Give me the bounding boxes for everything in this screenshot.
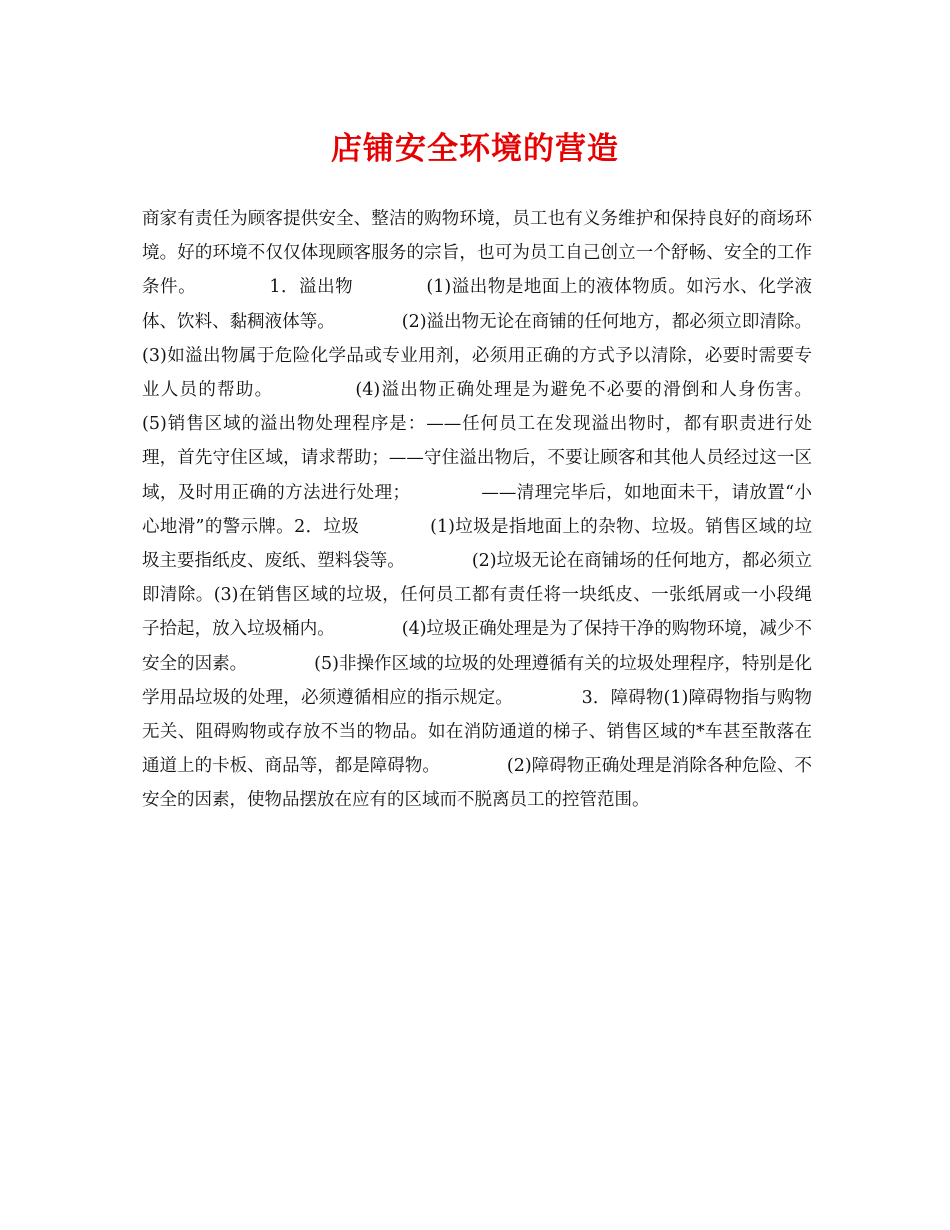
- page-title: 店铺安全环境的营造: [331, 131, 619, 167]
- body-paragraph: 商家有责任为顾客提供安全、整洁的购物环境，员工也有义务维护和保持良好的商场环境。好的环境不仅仅体现顾客服务的宗旨，也可为员工自己创立一个舒畅、安全的工作条件。 1．溢出物 (1)溢出物是地面上的液体物质。如污水、化学液体、饮料、黏稠液体等。 (2)溢出物无论在商铺的任何地方，都必须立即清除。 (3)如溢出物属于危险化学品或专业用剂，必须用正确的方式予以清除，必要时需要专业人员的帮助。 (4)溢出物正确处理是为避免不必要的滑倒和人身伤害。 (5)销售区域的溢出物处理程序是：——任何员工在发现溢出物时，都有职责进行处理，首先守住区域，请求帮助；——守住溢出物后，不要让顾客和其他人员经过这一区域，及时用正确的方法进行处理； ——清理完毕后，如地面未干，请放置“小心地滑”的警示牌。2．垃圾 (1)垃圾是指地面上的杂物、垃圾。销售区域的垃圾主要指纸皮、废纸、塑料袋等。 (2)垃圾无论在商铺场的任何地方，都必须立即清除。(3)在销售区域的垃圾，任何员工都有责任将一块纸皮、一张纸屑或一小段绳子拾起，放入垃圾桶内。 (4)垃圾正确处理是为了保持干净的购物环境，减少不安全的因素。 (5)非操作区域的垃圾的处理遵循有关的垃圾处理程序，特别是化学用品垃圾的处理，必须遵循相应的指示规定。 3．障碍物(1)障碍物指与购物无关、阻碍购物或存放不当的物品。如在消防通道的梯子、销售区域的*车甚至散落在通道上的卡板、商品等，都是障碍物。 (2)障碍物正确处理是消除各种危险、不安全的因素，使物品摆放在应有的区域而不脱离员工的控管范围。: [142, 209, 879, 811]
